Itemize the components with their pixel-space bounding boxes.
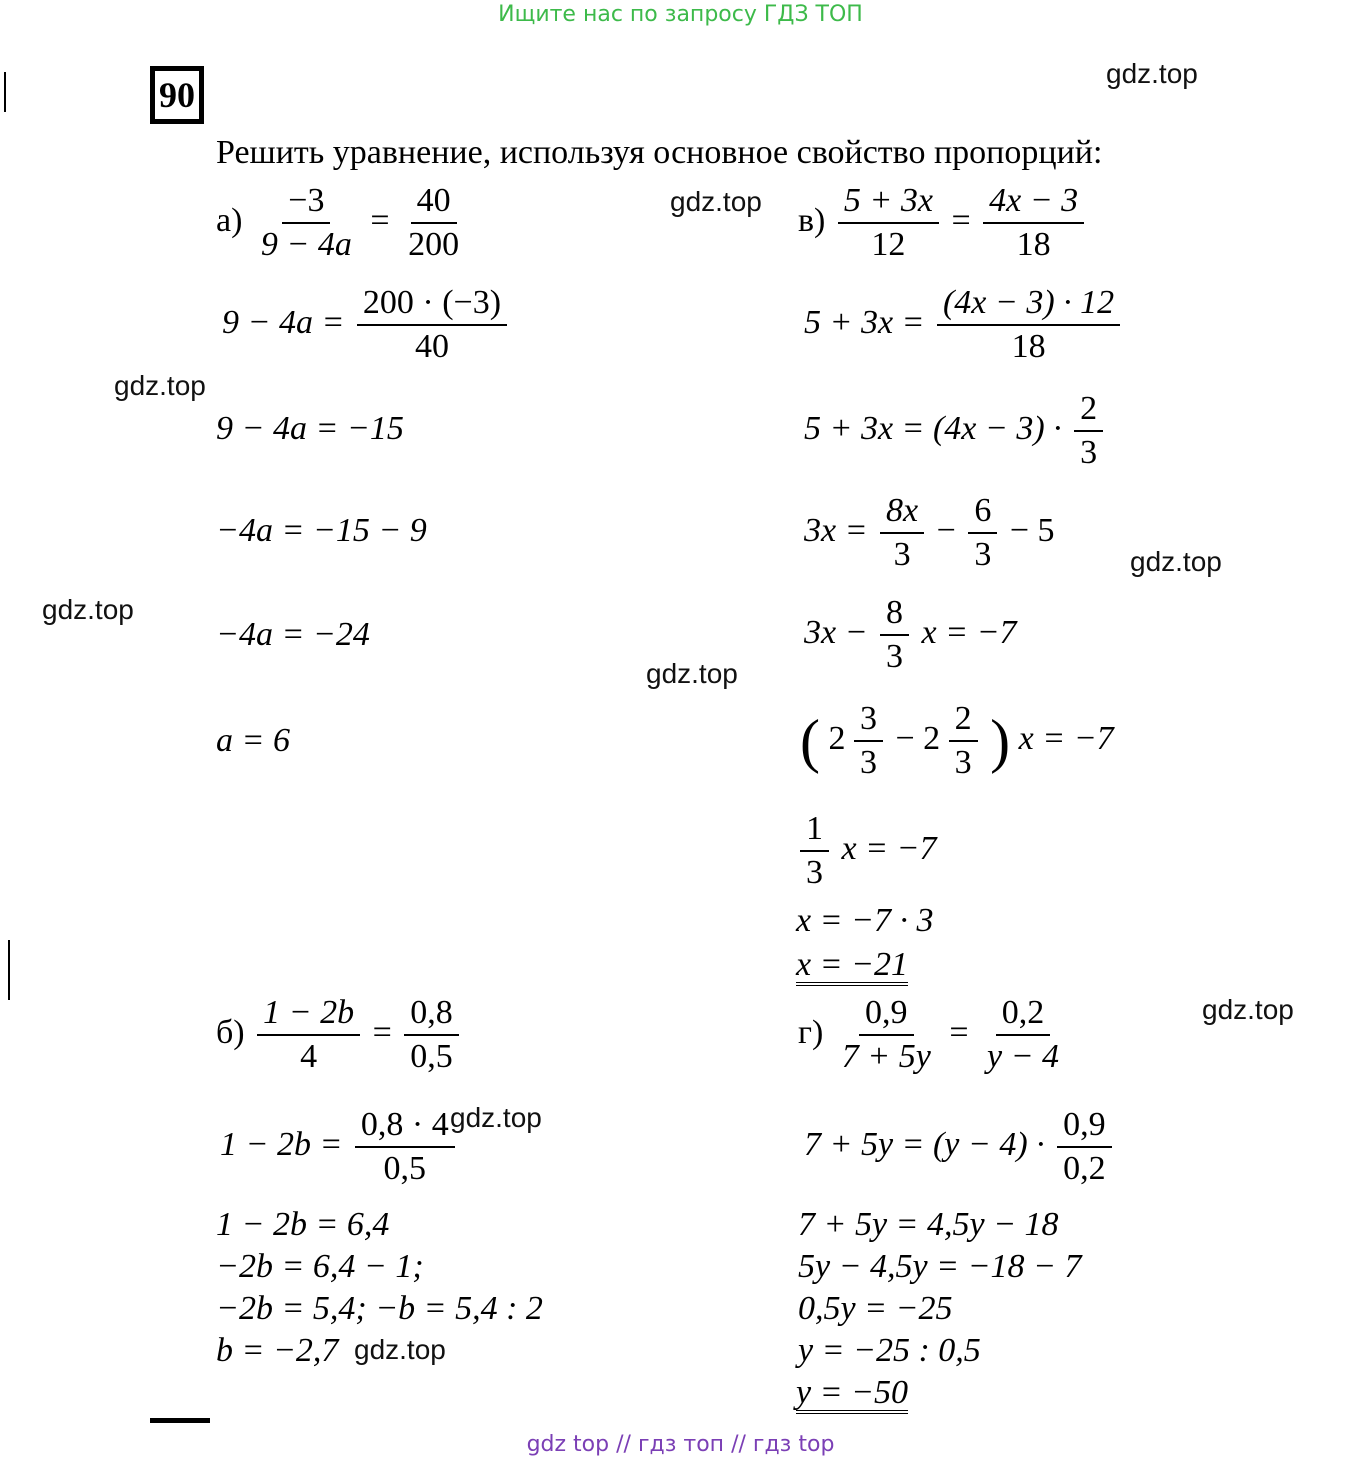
top-search-link[interactable]: Ищите нас по запросу ГДЗ ТОП: [498, 2, 863, 27]
part-b-step-1: [220, 1108, 459, 1186]
fraction-numerator: 4x − 3: [983, 184, 1084, 224]
part-g-step-4: 0,5y = −25: [798, 1290, 953, 1327]
fraction-numerator: 2: [949, 702, 978, 742]
fraction-denominator: 18: [1011, 328, 1046, 365]
fraction-numerator: 200 · (−3): [357, 286, 507, 326]
part-g-step-1: [804, 1108, 1116, 1186]
fraction-numerator: (4x − 3) · 12: [937, 286, 1120, 326]
scan-edge-mark: [8, 940, 10, 1000]
fraction-numerator: 1: [800, 812, 829, 852]
part-v-step-1: [804, 286, 1124, 364]
footer-link[interactable]: gdz top: [526, 1432, 610, 1457]
fraction-numerator: 5 + 3x: [838, 184, 939, 224]
watermark: gdz.top: [670, 186, 762, 217]
footer-links: [0, 1432, 1361, 1457]
expression: 1 − 2b =: [220, 1125, 343, 1163]
expression: x = −7: [921, 613, 1017, 651]
watermark: gdz.top: [354, 1334, 446, 1365]
expression: 5 + 3x =: [804, 303, 925, 341]
part-v-step-2: [804, 392, 1107, 470]
part-v-label: в): [798, 201, 826, 239]
watermark: gdz.top: [114, 370, 206, 401]
fraction-denominator: 3: [806, 854, 823, 891]
part-g-step-2: 7 + 5y = 4,5y − 18: [798, 1206, 1059, 1243]
part-b-step-2: 1 − 2b = 6,4: [216, 1206, 390, 1243]
left-paren: (: [800, 708, 820, 774]
fraction-denominator: y − 4: [987, 1038, 1060, 1075]
part-b-step-3: −2b = 6,4 − 1;: [216, 1248, 424, 1285]
part-g-answer: y = −50: [796, 1376, 908, 1414]
fraction-numerator: 0,9: [859, 996, 914, 1036]
watermark: gdz.top: [450, 1102, 542, 1133]
fraction-denominator: 3: [859, 744, 877, 781]
part-g-label: г): [798, 1013, 824, 1051]
whole-part: 2: [828, 719, 846, 757]
problem-number: 90: [150, 66, 204, 124]
watermark: gdz.top: [42, 594, 134, 625]
part-v-step-4: [804, 596, 1017, 674]
expression: 3x −: [804, 613, 868, 651]
fraction-denominator: 4: [300, 1038, 318, 1075]
fraction-numerator: 0,9: [1057, 1108, 1112, 1148]
footer-separator: //: [616, 1432, 631, 1457]
expression: 7 + 5y = (y − 4) ·: [804, 1125, 1045, 1163]
watermark: gdz.top: [1106, 58, 1198, 89]
part-v-equation: в) $\frac{5 + 3x}{12}$ = $\frac{4x - 3}{18}$: [798, 184, 1088, 262]
expression: x = −7: [841, 829, 937, 867]
watermark: gdz.top: [1130, 546, 1222, 577]
fraction-denominator: 7 + 5y: [841, 1038, 931, 1075]
expression: − 2: [895, 719, 941, 757]
fraction-numerator: −3: [282, 184, 330, 224]
fraction-denominator: 12: [871, 226, 906, 263]
footer-separator: //: [731, 1432, 746, 1457]
fraction-denominator: 9 − 4a: [260, 226, 352, 263]
part-v-step-5: [800, 702, 1114, 780]
part-a-equation: а) $\frac{-3}{9 - 4a}$ = $\frac{40}{200}$: [216, 184, 469, 262]
fraction-denominator: 3: [886, 638, 904, 675]
expression: − 5: [1009, 511, 1055, 549]
expression: 3x =: [804, 511, 868, 549]
part-b-label: б): [216, 1013, 245, 1051]
fraction-numerator: 6: [968, 494, 997, 534]
footer-link[interactable]: гдз топ: [637, 1432, 725, 1457]
fraction-numerator: 0,2: [996, 996, 1051, 1036]
part-a-step-4: −4a = −24: [216, 616, 370, 653]
fraction-denominator: 3: [1080, 434, 1098, 471]
fraction-numerator: 8: [880, 596, 909, 636]
part-v-step-3: [804, 494, 1055, 572]
fraction-denominator: 18: [1016, 226, 1051, 263]
fraction-numerator: 8x: [880, 494, 924, 534]
fraction-denominator: 3: [893, 536, 911, 573]
scan-bottom-dash: [150, 1418, 210, 1423]
problem-statement: Решить уравнение, используя основное свойство пропорций:: [216, 134, 1103, 171]
fraction-numerator: 0,8 · 4: [355, 1108, 455, 1148]
part-v-answer: x = −21: [796, 948, 908, 986]
footer-link[interactable]: гдз top: [752, 1432, 835, 1457]
fraction-denominator: 0,5: [410, 1038, 453, 1075]
expression: 5 + 3x = (4x − 3) ·: [804, 409, 1062, 447]
part-b-equation: б) $\frac{1 - 2b}{4}$ = $\frac{0,8}{0,5}$: [216, 996, 463, 1074]
fraction-numerator: 0,8: [404, 996, 459, 1036]
part-a-step-3: −4a = −15 − 9: [216, 512, 427, 549]
part-a-answer: a = 6: [216, 722, 290, 759]
part-a-step-2: 9 − 4a = −15: [216, 410, 404, 447]
fraction-denominator: 0,2: [1063, 1150, 1106, 1187]
expression: x = −7: [1018, 719, 1114, 757]
expression: 9 − 4a =: [222, 303, 345, 341]
fraction-numerator: 2: [1074, 392, 1103, 432]
part-v-step-6: [800, 812, 936, 890]
part-g-step-5: y = −25 : 0,5: [798, 1332, 981, 1369]
fraction-denominator: 0,5: [383, 1150, 427, 1187]
part-a-label: а): [216, 201, 243, 239]
fraction-numerator: 3: [854, 702, 883, 742]
right-paren: ): [990, 708, 1011, 774]
watermark: gdz.top: [1202, 994, 1294, 1025]
part-v-step-7: x = −7 · 3: [796, 902, 934, 939]
part-g-step-3: 5y − 4,5y = −18 − 7: [798, 1248, 1082, 1285]
fraction-denominator: 3: [954, 744, 972, 781]
operator: −: [936, 511, 956, 549]
part-b-answer: b = −2,7: [216, 1332, 339, 1369]
part-g-equation: г) $\frac{0,9}{7 + 5y}$ = $\frac{0,2}{y - 4}$: [798, 996, 1069, 1074]
part-a-step-1: [222, 286, 511, 364]
scan-edge-mark: [4, 72, 6, 112]
fraction-denominator: 200: [408, 226, 460, 263]
watermark: gdz.top: [646, 658, 738, 689]
part-b-step-4: −2b = 5,4; −b = 5,4 : 2: [216, 1290, 543, 1327]
fraction-denominator: 40: [414, 328, 449, 365]
fraction-numerator: 40: [411, 184, 457, 224]
fraction-numerator: 1 − 2b: [257, 996, 360, 1036]
fraction-denominator: 3: [974, 536, 992, 573]
